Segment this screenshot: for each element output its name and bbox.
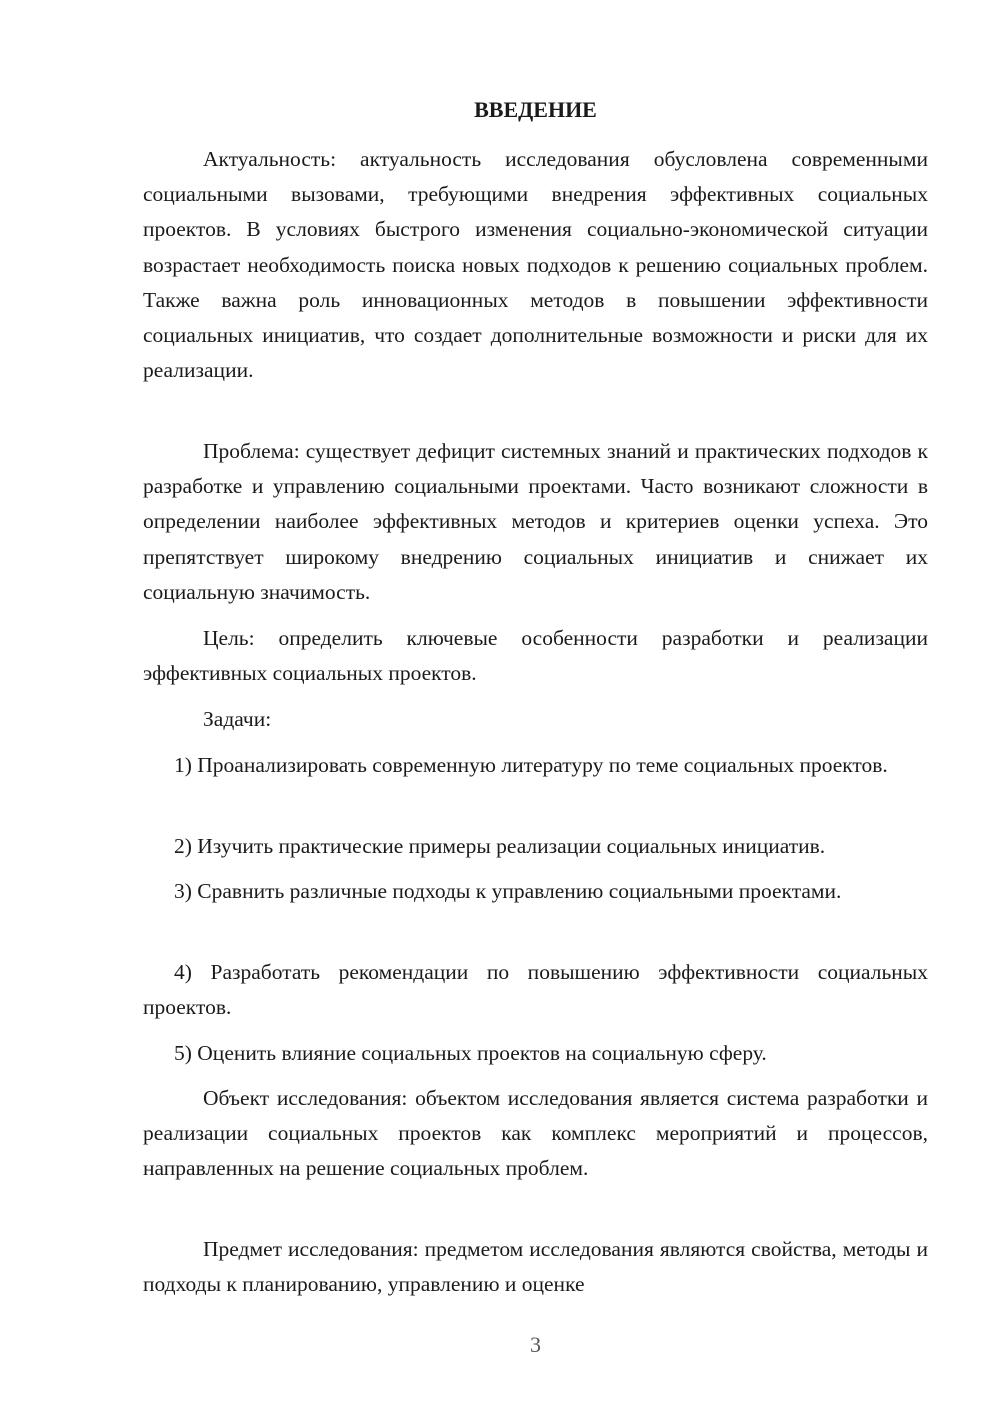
task-item-5: 5) Оценить влияние социальных проектов на социальную сферу. bbox=[174, 1041, 767, 1065]
task-item-3: 3) Сравнить различные подходы к управлению социальными проектами. bbox=[174, 879, 842, 903]
tasks-heading: Задачи: bbox=[203, 707, 272, 731]
task-item-2: 2) Изучить практические примеры реализации социальных инициатив. bbox=[174, 834, 826, 858]
subject-paragraph: Предмет исследования: предметом исследования являются свойства, методы и подходы к планированию, управлению и оценке bbox=[143, 1237, 928, 1297]
problem-paragraph: Проблема: существует дефицит системных знаний и практических подходов к разработке и управлению социальными проектами. Часто возникают сложности в определении наиболее эффективных методов и критериев оценки успеха. Это препятствует широкому внедрению социальных инициатив и снижает их социальную значимость. bbox=[143, 439, 928, 604]
task-item-4: 4) Разработать рекомендации по повышению эффективности социальных проектов. bbox=[143, 960, 928, 1020]
relevance-paragraph: Актуальность: актуальность исследования обусловлена современными социальными вызовами, требующими внедрения эффективных социальных проектов. В условиях быстрого изменения социально-экономической ситуации возрастает необходимость поиска новых подходов к решению социальных проблем. Также важна роль инновационных методов в повышении эффективности социальных инициатив, что создает дополнительные возможности и риски для их реализации. bbox=[143, 147, 928, 383]
goal-paragraph: Цель: определить ключевые особенности разработки и реализации эффективных социальных проектов. bbox=[143, 626, 928, 686]
page-number: 3 bbox=[530, 1332, 541, 1357]
task-item-1: 1) Проанализировать современную литературу по теме социальных проектов. bbox=[174, 753, 888, 777]
section-title: ВВЕДЕНИЕ bbox=[474, 97, 597, 122]
object-paragraph: Объект исследования: объектом исследования является система разработки и реализации социальных проектов как комплекс мероприятий и процессов, направленных на решение социальных проблем. bbox=[143, 1086, 928, 1181]
